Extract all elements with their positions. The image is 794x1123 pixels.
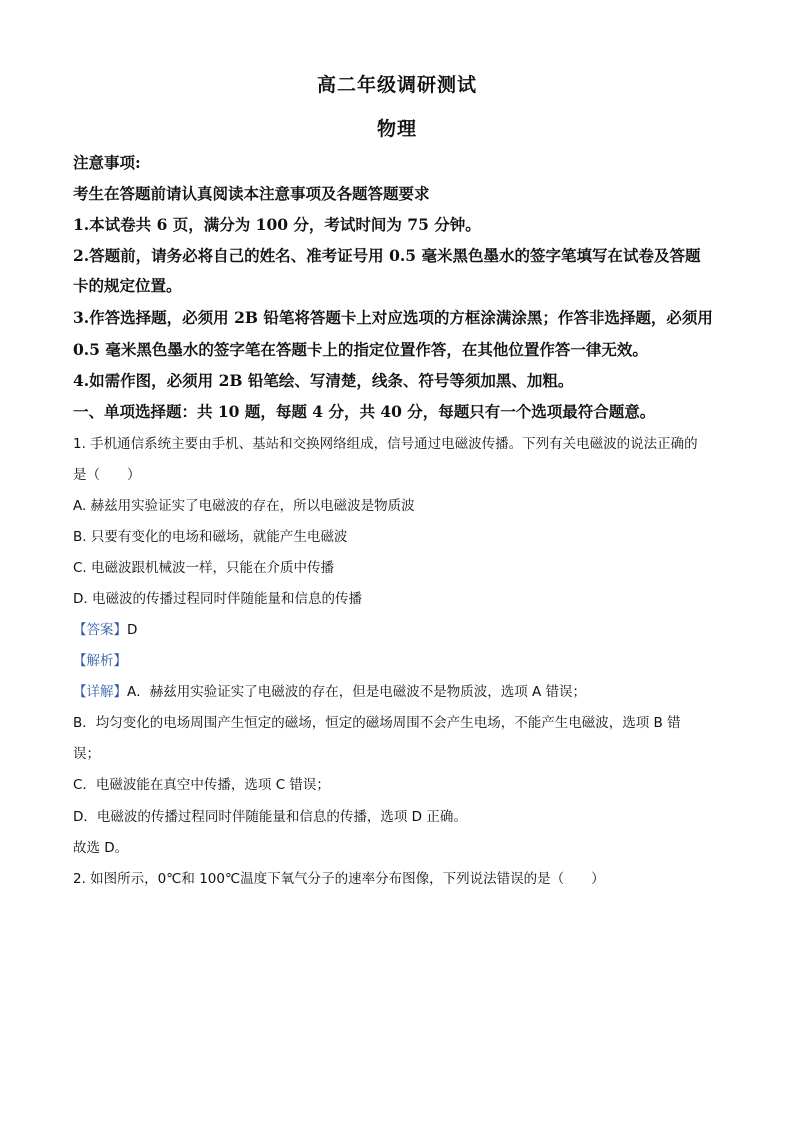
analysis-tag: 【解析】 bbox=[73, 653, 127, 669]
section-heading: 一、单项选择题：共 10 题，每题 4 分，共 40 分，每题只有一个选项最符合题意。 bbox=[73, 402, 656, 421]
notice-line: 0.5 毫米黑色墨水的签字笔在答题卡上的指定位置作答，在其他位置作答一律无效。 bbox=[73, 340, 648, 359]
detail-line: D．电磁波的传播过程同时伴随能量和信息的传播，选项 D 正确。 bbox=[73, 809, 467, 825]
notice-line: 4.如需作图，必须用 2B 铅笔绘、写清楚，线条、符号等须加黑、加粗。 bbox=[73, 371, 574, 390]
detail-line bbox=[73, 680, 586, 700]
notice-heading: 注意事项: bbox=[73, 153, 141, 172]
detail-line: 误； bbox=[73, 746, 100, 762]
notice-line: 1.本试卷共 6 页，满分为 100 分，考试时间为 75 分钟。 bbox=[73, 215, 481, 234]
answer-line bbox=[73, 618, 137, 638]
detail-line: 故选 D。 bbox=[73, 840, 129, 856]
detail-text: A．赫兹用实验证实了电磁波的存在，但是电磁波不是物质波，选项 A 错误； bbox=[127, 684, 587, 700]
detail-tag: 【详解】 bbox=[73, 684, 127, 700]
question-stem: 2. 如图所示，0℃和 100℃温度下氧气分子的速率分布图像，下列说法错误的是（ ） bbox=[73, 871, 605, 887]
exam-title: 高二年级调研测试 bbox=[316, 74, 477, 96]
notice-line: 2.答题前，请务必将自己的姓名、准考证号用 0.5 毫米黑色墨水的签字笔填写在试卷及答题 bbox=[73, 246, 701, 265]
option-c: C. 电磁波跟机械波一样，只能在介质中传播 bbox=[73, 560, 335, 576]
notice-line: 考生在答题前请认真阅读本注意事项及各题答题要求 bbox=[73, 184, 430, 203]
detail-line: C．电磁波能在真空中传播，选项 C 错误； bbox=[73, 777, 330, 793]
question-stem: 1. 手机通信系统主要由手机、基站和交换网络组成，信号通过电磁波传播。下列有关电磁波的说法正确的 bbox=[73, 436, 698, 452]
detail-line: B．均匀变化的电场周围产生恒定的磁场，恒定的磁场周围不会产生电场，不能产生电磁波，选项 B 错 bbox=[73, 715, 681, 731]
subject-title: 物理 bbox=[376, 118, 417, 140]
option-b: B. 只要有变化的电场和磁场，就能产生电磁波 bbox=[73, 529, 348, 545]
option-d: D. 电磁波的传播过程同时伴随能量和信息的传播 bbox=[73, 591, 362, 607]
notice-line: 3.作答选择题，必须用 2B 铅笔将答题卡上对应选项的方框涂满涂黑；作答非选择题，必须用 bbox=[73, 308, 713, 327]
notice-line: 卡的规定位置。 bbox=[73, 276, 182, 295]
answer-tag: 【答案】 bbox=[73, 622, 127, 638]
option-a: A. 赫兹用实验证实了电磁波的存在，所以电磁波是物质波 bbox=[73, 498, 415, 514]
answer-value: D bbox=[127, 622, 138, 638]
question-stem: 是（ ） bbox=[73, 467, 141, 483]
